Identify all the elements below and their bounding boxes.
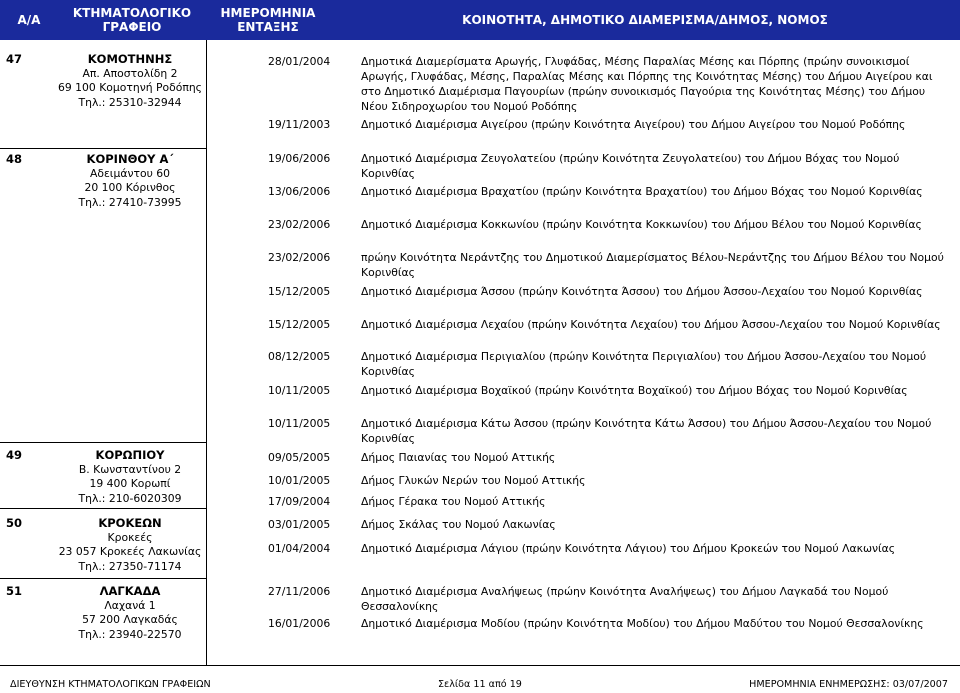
entry-description: Δημοτικό Διαμέρισμα Βοχαϊκού (πρώην Κοινότητα Βοχαϊκού) του Δήμου Βόχας του Νομού Κορινθίας — [361, 384, 908, 397]
divider — [0, 508, 206, 509]
office-name: ΚΡΟΚΕΩΝ — [98, 516, 162, 530]
divider — [206, 40, 207, 665]
office-address: Κροκεές — [107, 530, 153, 544]
entry-description: Δημοτικά Διαμερίσματα Αρωγής, Γλυφάδας, Μέσης Παραλίας Μέσης και Πόρπης (πρώην συνοικισμοί Αρωγής, Γλυφάδας, Μέσης, Παραλίας Μέσης και Πόρπης της Κοινότητας Μέσης) του Δήμου Αιγείρου και στο Δημοτικό Διαμέρισμα Παγουρίων (πρώην συνοικισμός Παγούρια της Κοινότητας Μέσης) του Δήμου Νέου Σιδηροχωρίου του Νομού Ροδόπης — [361, 55, 933, 113]
entry-date: 09/05/2005 — [268, 451, 331, 464]
entry-description: Δημοτικό Διαμέρισμα Μοδίου (πρώην Κοινότητα Μοδίου) του Δήμου Μαδύτου του Νομού Θεσσαλονίκης — [361, 617, 924, 630]
divider — [0, 148, 206, 149]
office-name: ΚΟΜΟΤΗΝΗΣ — [87, 52, 173, 66]
office-name: ΛΑΓΚΑΔΑ — [99, 584, 161, 598]
footer-update-date: ΗΜΕΡΟΜΗΝΙΑ ΕΝΗΜΕΡΩΣΗΣ: 03/07/2007 — [749, 679, 948, 690]
entry-date: 10/11/2005 — [268, 384, 331, 397]
header-office: ΚΤΗΜΑΤΟΛΟΓΙΚΟ ΓΡΑΦΕΙΟ — [72, 6, 192, 34]
entry-description: Δήμος Γλυκών Νερών του Νομού Αττικής — [361, 474, 586, 487]
entry-description: Δημοτικό Διαμέρισμα Λάγιου (πρώην Κοινότητα Λάγιου) του Δήμου Κροκεών του Νομού Λακωνίας — [361, 542, 896, 555]
office-number: 49 — [6, 448, 23, 462]
office-city: 23 057 Κροκεές Λακωνίας — [58, 545, 202, 559]
office-phone: Τηλ.: 27350-71174 — [78, 559, 182, 573]
divider — [0, 442, 206, 443]
entry-date: 10/01/2005 — [268, 474, 331, 487]
entry-date: 23/02/2006 — [268, 218, 331, 231]
header-date: ΗΜΕΡΟΜΗΝΙΑ ΕΝΤΑΞΗΣ — [220, 6, 316, 34]
table-header — [0, 0, 960, 40]
office-phone: Τηλ.: 25310-32944 — [78, 95, 182, 109]
entry-date: 13/06/2006 — [268, 185, 331, 198]
entry-date: 03/01/2005 — [268, 518, 331, 531]
page-footer — [0, 679, 960, 693]
office-phone: Τηλ.: 210-6020309 — [78, 491, 182, 505]
entry-description: Δημοτικό Διαμέρισμα Ζευγολατείου (πρώην Κοινότητα Ζευγολατείου) του Δήμου Βόχας του Νομού Κορινθίας — [361, 152, 900, 180]
entry-date: 19/06/2006 — [268, 152, 331, 165]
entry-date: 01/04/2004 — [268, 542, 331, 555]
entry-description: Δημοτικό Διαμέρισμα Αιγείρου (πρώην Κοινότητα Αιγείρου) του Δήμου Αιγείρου του Νομού Ροδόπης — [361, 118, 906, 131]
office-number: 48 — [6, 152, 23, 166]
entry-date: 27/11/2006 — [268, 585, 331, 598]
office-name: ΚΟΡΙΝΘΟΥ Α΄ — [86, 152, 174, 166]
entry-description: Δημοτικό Διαμέρισμα Βραχατίου (πρώην Κοινότητα Βραχατίου) του Δήμου Βόχας του Νομού Κορινθίας — [361, 185, 923, 198]
office-city: 20 100 Κόρινθος — [84, 181, 176, 195]
entry-description: Δήμος Γέρακα του Νομού Αττικής — [361, 495, 546, 508]
footer-page-number: Σελίδα 11 από 19 — [438, 679, 522, 690]
entry-date: 15/12/2005 — [268, 285, 331, 298]
entry-date: 23/02/2006 — [268, 251, 331, 264]
entry-description: Δήμος Παιανίας του Νομού Αττικής — [361, 451, 556, 464]
divider — [0, 665, 960, 666]
office-city: 57 200 Λαγκαδάς — [82, 613, 178, 627]
entry-description: Δημοτικό Διαμέρισμα Κάτω Άσσου (πρώην Κοινότητα Κάτω Άσσου) του Δήμου Άσσου-Λεχαίου του Νομού Κορινθίας — [361, 417, 932, 445]
office-name: ΚΟΡΩΠΙΟΥ — [95, 448, 165, 462]
entry-description: Δημοτικό Διαμέρισμα Αναλήψεως (πρώην Κοινότητα Αναλήψεως) του Δήμου Λαγκαδά του Νομού Θεσσαλονίκης — [361, 585, 889, 613]
entry-date: 19/11/2003 — [268, 118, 331, 131]
entry-date: 08/12/2005 — [268, 350, 331, 363]
office-number: 50 — [6, 516, 23, 530]
entry-date: 15/12/2005 — [268, 318, 331, 331]
entry-description: Δημοτικό Διαμέρισμα Άσσου (πρώην Κοινότητα Άσσου) του Δήμου Άσσου-Λεχαίου του Νομού Κορινθίας — [361, 285, 923, 298]
office-phone: Τηλ.: 27410-73995 — [78, 195, 182, 209]
header-aa: Α/Α — [17, 13, 41, 27]
entry-description: Δήμος Σκάλας του Νομού Λακωνίας — [361, 518, 556, 531]
office-address: Β. Κωνσταντίνου 2 — [78, 462, 182, 476]
office-number: 47 — [6, 52, 23, 66]
office-city: 19 400 Κορωπί — [89, 477, 171, 491]
office-address: Λαχανά 1 — [104, 598, 156, 612]
entry-date: 28/01/2004 — [268, 55, 331, 68]
entry-description: Δημοτικό Διαμέρισμα Κοκκωνίου (πρώην Κοινότητα Κοκκωνίου) του Δήμου Βέλου του Νομού Κορινθίας — [361, 218, 922, 231]
entry-description: Δημοτικό Διαμέρισμα Περιγιαλίου (πρώην Κοινότητα Περιγιαλίου) του Δήμου Άσσου-Λεχαίου του Νομού Κορινθίας — [361, 350, 927, 378]
entry-description: Δημοτικό Διαμέρισμα Λεχαίου (πρώην Κοινότητα Λεχαίου) του Δήμου Άσσου-Λεχαίου του Νομού Κορινθίας — [361, 318, 941, 331]
entry-date: 10/11/2005 — [268, 417, 331, 430]
entry-date: 16/01/2006 — [268, 617, 331, 630]
divider — [0, 578, 206, 579]
office-number: 51 — [6, 584, 23, 598]
footer-department: ΔΙΕΥΘΥΝΣΗ ΚΤΗΜΑΤΟΛΟΓΙΚΩΝ ΓΡΑΦΕΙΩΝ — [10, 679, 211, 690]
office-city: 69 100 Κομοτηνή Ροδόπης — [57, 81, 203, 95]
entry-date: 17/09/2004 — [268, 495, 331, 508]
office-phone: Τηλ.: 23940-22570 — [78, 627, 182, 641]
office-address: Αδειμάντου 60 — [89, 166, 171, 180]
header-description: ΚΟΙΝΟΤΗΤΑ, ΔΗΜΟΤΙΚΟ ΔΙΑΜΕΡΙΣΜΑ/ΔΗΜΟΣ, ΝΟΜΟΣ — [462, 13, 828, 27]
entry-description: πρώην Κοινότητα Νεράντζης του Δημοτικού Διαμερίσματος Βέλου-Νεράντζης του Δήμου Βέλου του Νομού Κορινθίας — [361, 251, 944, 279]
office-address: Απ. Αποστολίδη 2 — [82, 66, 178, 80]
